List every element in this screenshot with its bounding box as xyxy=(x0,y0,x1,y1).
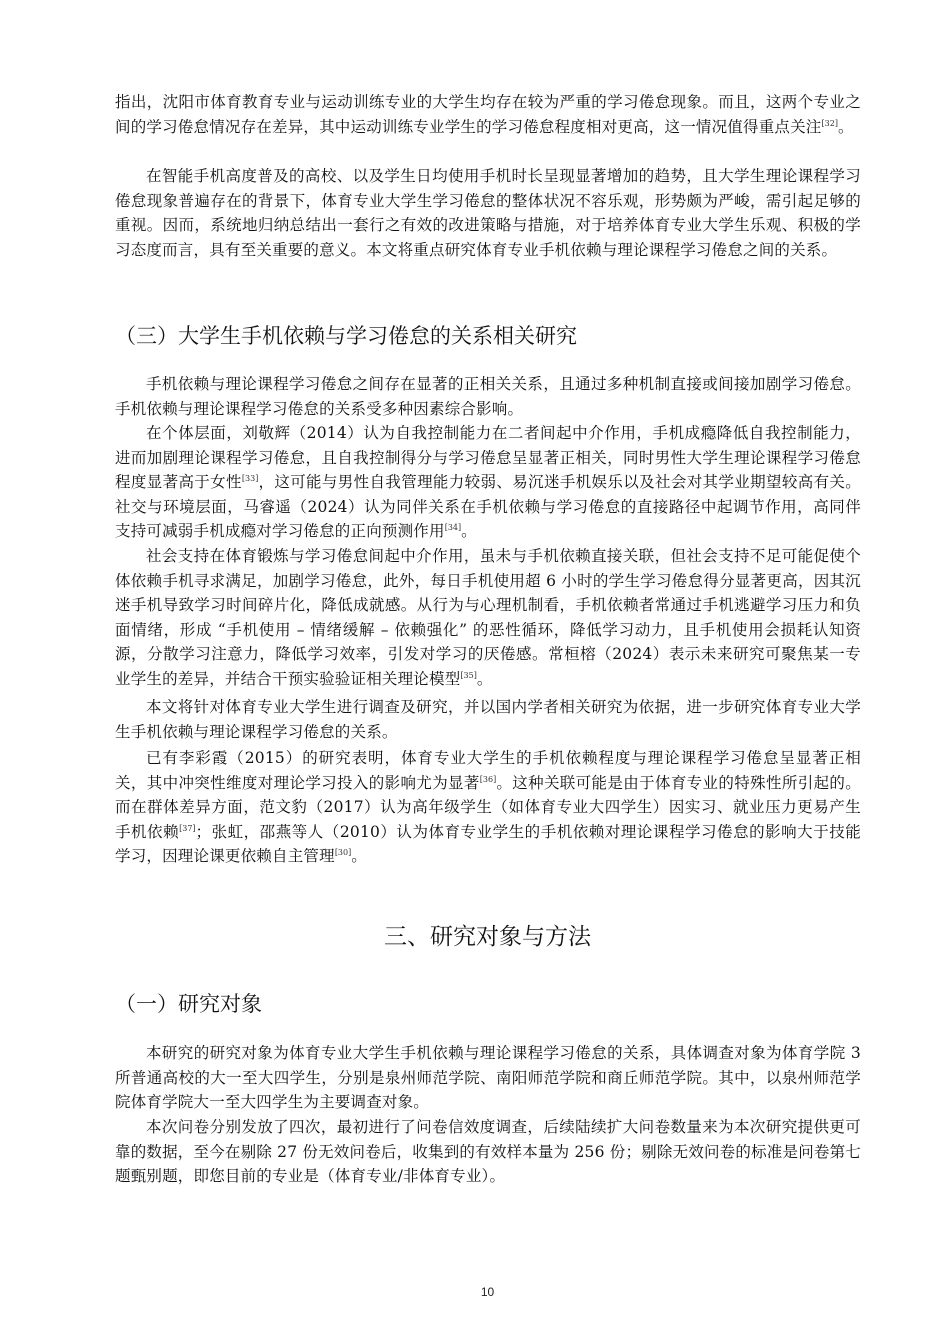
citation-ref: [30] xyxy=(334,847,352,857)
paragraph-text: ；张虹，邵燕等人（2010）认为体育专业学生的手机依赖对理论课程学习倦怠的影响大于技能学习，因理论课更依赖自主管理 xyxy=(115,822,861,865)
citation-ref: [32] xyxy=(821,118,838,128)
citation-ref: [37] xyxy=(179,823,196,833)
paragraph-text: 。 xyxy=(461,522,477,540)
paragraph-text: ，这可能与男性自我管理能力较弱、易沉迷手机娱乐以及社会对其学业期望较高有关。社交与环境层面，马睿遥（2024）认为同伴关系在手机依赖与学习倦怠的直接路径中起调节作用，高同伴支持可减弱手机成瘾对学习倦怠的正向预测作用 xyxy=(115,473,861,540)
paragraph-text: 社会支持在体育锻炼与学习倦怠间起中介作用，虽未与手机依赖直接关联，但社会支持不足可能促使个体依赖手机寻求满足，加剧学习倦怠，此外，每日手机使用超 6 小时的学生学习倦怠得分显著更高，因其沉迷手机导致学习时间碎片化，降低成就感。从行为与心理机制看，手机依赖者常通过手机逃避学习压力和负面情绪，形成 “手机使用 – 情绪缓解 – 依赖强化” 的恶性循环，降低学习动力，且手机使用会损耗认知资源，分散学习注意力，降低学习效率，引发对学习的厌倦感。常桓榕（2024）表示未来研究可聚焦某一专业学生的差异，并结合干预实验验证相关理论模型 xyxy=(115,547,861,688)
paragraph-text: 已有李彩霞（2015）的研究表明，体育专业大学生的手机依赖程度与理论课程学习倦怠呈显著正相关，其中冲突性维度对理论学习投入的影响尤为显著 xyxy=(115,749,861,792)
paragraph xyxy=(115,1041,861,1115)
paragraph xyxy=(115,372,861,421)
paragraph-text: 在智能手机高度普及的高校、以及学生日均使用手机时长呈现显著增加的趋势，且大学生理论课程学习倦怠现象普遍存在的背景下，体育专业大学生学习倦怠的整体状况不容乐观，形势颇为严峻，需引起足够的重视。因而，系统地归纳总结出一套行之有效的改进策略与措施，对于培养体育专业大学生乐观、积极的学习态度而言，具有至关重要的意义。本文将重点研究体育专业手机依赖与理论课程学习倦怠之间的关系。 xyxy=(115,167,861,259)
paragraph xyxy=(115,164,861,262)
paragraph-text: 本次问卷分别发放了四次，最初进行了问卷信效度调查，后续陆续扩大问卷数量来为本次研究提供更可靠的数据，至今在剔除 27 份无效问卷后，收集到的有效样本量为 256 份；剔除无效问卷的标准是问卷第七题甄别题，即您目前的专业是（体育专业/非体育专业）。 xyxy=(115,1118,861,1185)
citation-ref: [34] xyxy=(444,522,462,532)
paragraph-text: 手机依赖与理论课程学习倦怠之间存在显著的正相关关系，且通过多种机制直接或间接加剧学习倦怠。手机依赖与理论课程学习倦怠的关系受多种因素综合影响。 xyxy=(115,375,861,418)
paragraph xyxy=(115,1115,861,1189)
paragraph xyxy=(115,746,861,869)
subsection-heading: （一）研究对象 xyxy=(115,992,262,1016)
citation-ref: [35] xyxy=(460,670,477,680)
subsection-heading: （三）大学生手机依赖与学习倦怠的关系相关研究 xyxy=(115,324,577,348)
paragraph-text: 。 xyxy=(837,117,854,136)
paragraph-text: 本研究的研究对象为体育专业大学生手机依赖与理论课程学习倦怠的关系，具体调查对象为体育学院 3 所普通高校的大一至大四学生，分别是泉州师范学院、南阳师范学院和商丘师范学院。其中，以泉州师范学院体育学院大一至大四学生为主要调查对象。 xyxy=(115,1044,861,1111)
paragraph-text: 在个体层面，刘敬辉（2014）认为自我控制能力在二者间起中介作用，手机成瘾降低自我控制能力，进而加剧理论课程学习倦怠，且自我控制得分与学习倦怠呈显著正相关，同时男性大学生理论课程学习倦怠程度显著高于女性 xyxy=(115,424,861,491)
paragraph xyxy=(115,421,861,544)
page-number: 10 xyxy=(480,1285,495,1299)
section-heading: 三、研究对象与方法 xyxy=(384,924,591,950)
paragraph-text: 指出，沈阳市体育教育专业与运动训练专业的大学生均存在较为严重的学习倦怠现象。而且，这两个专业之间的学习倦怠情况存在差异，其中运动训练专业学生的学习倦怠程度相对更高，这一情况值得重点关注 xyxy=(115,93,861,136)
paragraph-text: 。 xyxy=(351,847,367,865)
paragraph xyxy=(115,90,861,139)
paragraph-text: 本文将针对体育专业大学生进行调查及研究，并以国内学者相关研究为依据，进一步研究体育专业大学生手机依赖与理论课程学习倦怠的关系。 xyxy=(115,698,861,741)
paragraph-text: 。 xyxy=(476,669,493,688)
citation-ref: [36] xyxy=(479,774,497,784)
paragraph xyxy=(115,544,861,691)
citation-ref: [33] xyxy=(241,473,259,483)
paragraph-text: 。这种关联可能是由于体育专业的特殊性所引起的。而在群体差异方面，范文豹（2017）认为高年级学生（如体育专业大四学生）因实习、就业压力更易产生手机依赖 xyxy=(115,773,861,841)
paragraph xyxy=(115,695,861,744)
